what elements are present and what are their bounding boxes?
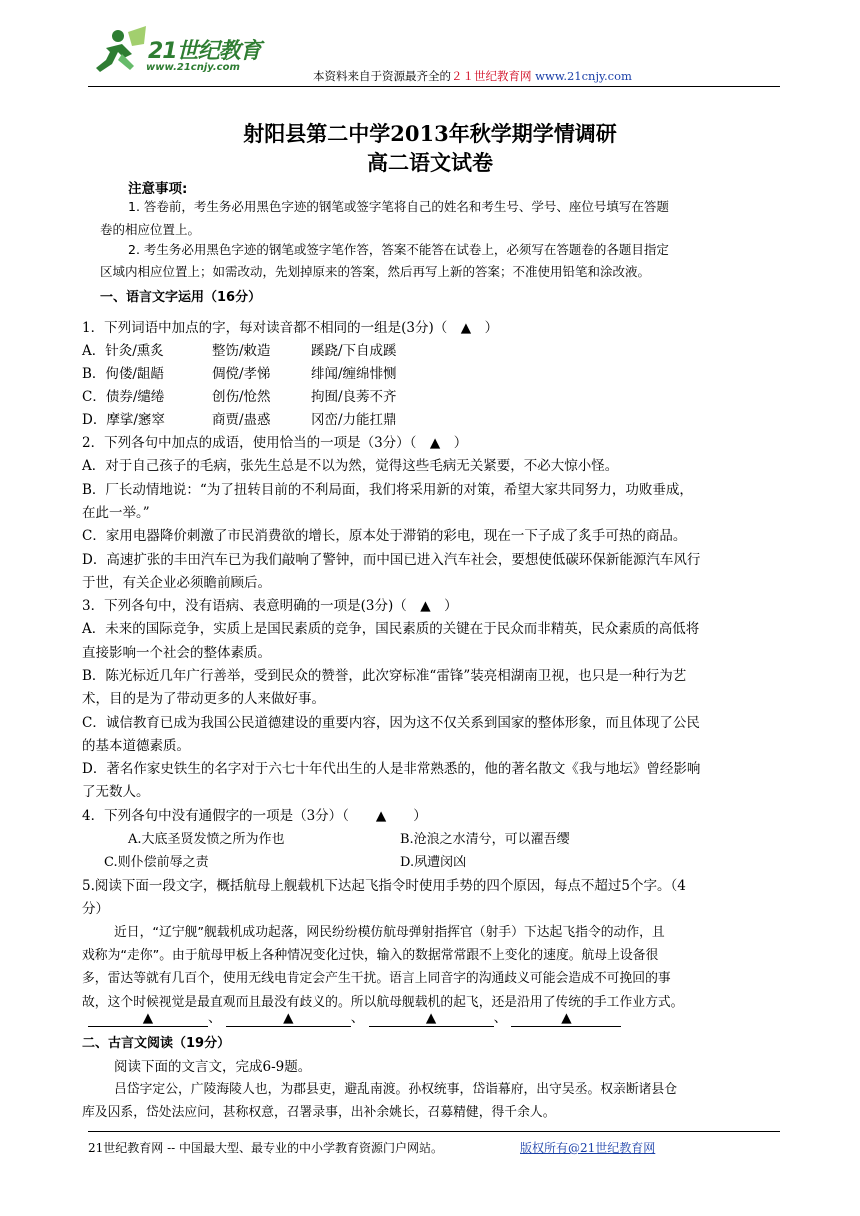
q1-option-d-1: D．摩挲/窸窣 (82, 412, 165, 428)
q2-line: 于世，有关企业必须瞻前顾后。 (82, 575, 271, 591)
answer-blank-4[interactable]: ▲ (511, 1010, 621, 1027)
section-2-heading: 二、古言文阅读（19分） (82, 1036, 231, 1051)
answer-blank-3[interactable]: ▲ (369, 1010, 494, 1027)
q1-option-b-3: 绯闻/缠绵悱恻 (311, 366, 397, 382)
q5-passage-line: 戏称为“走你”。由于航母甲板上各种情况变化过快，输入的数据常常跟不上变化的速度。航母上设备很 (82, 948, 659, 963)
source-site-link[interactable]: ２１世纪教育网 (451, 69, 532, 83)
footer-divider (88, 1131, 780, 1132)
q3-line: D．著名作家史铁生的名字对于六七十年代出生的人是非常熟悉的，他的著名散文《我与地坛》曾经影响 (82, 761, 701, 777)
q3-stem: 3．下列各句中，没有语病、表意明确的一项是(3分)（ ▲ ） (82, 598, 458, 614)
q3-line: 直接影响一个社会的整体素质。 (82, 645, 271, 661)
q3-line: 的基本道德素质。 (82, 738, 190, 754)
q1-option-d-3: 冈峦/力能扛鼎 (311, 412, 397, 428)
exam-subtitle: 高二语文试卷 (367, 150, 493, 175)
q5-stem-cont: 分） (82, 901, 109, 917)
q1-option-b-2: 倜傥/孝悌 (212, 366, 271, 382)
footer-copyright-link[interactable]: 版权所有@21世纪教育网 (520, 1141, 656, 1155)
q2-line: C．家用电器降价刺激了市民消费欲的增长，原本处于滞销的彩电，现在一下子成了炙手可热的商品。 (82, 528, 687, 544)
reading-intro: 阅读下面的文言文，完成6-9题。 (114, 1059, 312, 1075)
q1-option-c-3: 拘囿/良莠不齐 (311, 389, 397, 405)
q5-passage-line: 近日，“辽宁舰”舰载机成功起落，网民纷纷模仿航母弹射指挥官（射手）下达起飞指令的动作，且 (114, 925, 665, 940)
source-url-link[interactable]: www.21cnjy.com (535, 69, 632, 83)
logo-url: www.21cnjy.com (146, 62, 240, 73)
q1-option-d-2: 商贾/蛊惑 (212, 412, 271, 428)
exam-title: 射阳县第二中学2013年秋学期学情调研 (243, 121, 617, 146)
notice-item-2: 2. 考生务必用黑色字迹的钢笔或签字笔作答，答案不能答在试卷上，必须写在答题卷的各题目指定 (128, 242, 669, 257)
q4-stem: 4．下列各句中没有通假字的一项是（3分）（ ▲ ） (82, 808, 427, 824)
q1-option-c-2: 创伤/怆然 (212, 389, 271, 405)
source-prefix: 本资料来自于资源最齐全的 (313, 69, 451, 83)
answer-blank-2[interactable]: ▲ (226, 1010, 351, 1027)
reading-line: 库及囚系，岱处法应问，甚称权意，召署录事，出补余姚长，召募精健，得千余人。 (82, 1105, 556, 1120)
q5-stem: 5.阅读下面一段文字，概括航母上舰载机下达起飞指令时使用手势的四个原因，每点不超过5个字。（4 (82, 878, 686, 894)
reading-line: 吕岱字定公，广陵海陵人也，为郡县吏，避乱南渡。孙权统事，岱诣幕府，出守吴丞。权亲断诸县仓 (114, 1082, 678, 1097)
footer-text: 21世纪教育网 -- 中国最大型、最专业的中小学教育资源门户网站。 (88, 1141, 444, 1155)
q2-line: D．高速扩张的丰田汽车已为我们敲响了警钟，而中国已进入汽车社会，要想使低碳环保新能源汽车风行 (82, 552, 701, 568)
q2-line: A．对于自己孩子的毛病，张先生总是不以为然，觉得这些毛病无关紧要，不必大惊小怪。 (82, 458, 619, 474)
q3-line: 术，目的是为了带动更多的人来做好事。 (82, 691, 325, 707)
q2-line: B．厂长动情地说：“为了扭转目前的不利局面，我们将采用新的对策，希望大家共同努力，功败垂成， (82, 482, 693, 498)
q1-option-a-1: A．针灸/熏炙 (82, 343, 164, 359)
q1-stem: 1．下列词语中加点的字，每对读音都不相同的一组是(3分)（ ▲ ） (82, 320, 499, 336)
answer-blank-1[interactable]: ▲ (88, 1010, 208, 1027)
q4-option-a: A.大底圣贤发愤之所为作也 (128, 832, 285, 847)
q4-option-c: C.则仆偿前辱之责 (104, 855, 209, 870)
q4-option-b: B.沧浪之水清兮，可以濯吾缨 (400, 832, 570, 847)
q3-line: A．未来的国际竞争，实质上是国民素质的竞争，国民素质的关键在于民众而非精英，民众素质的高低将 (82, 621, 700, 637)
section-1-heading: 一、语言文字运用（16分） (100, 290, 262, 305)
q1-option-a-2: 整饬/敕造 (212, 343, 271, 359)
q1-option-b-1: B．佝偻/龃龉 (82, 366, 164, 382)
header-divider (88, 86, 780, 87)
q3-line: B．陈光标近几年广行善举，受到民众的赞誉，此次穿标准“雷锋”装亮相湖南卫视，也只是一种行为艺 (82, 668, 687, 684)
q2-stem: 2．下列各句中加点的成语，使用恰当的一项是（3分）（ ▲ ） (82, 435, 468, 451)
notice-item-2-cont: 区域内相应位置上；如需改动，先划掉原来的答案，然后再写上新的答案；不准使用铅笔和涂改液。 (100, 264, 651, 279)
q1-option-a-3: 蹊跷/下自成蹊 (311, 343, 397, 359)
q1-option-c-1: C．债券/缱绻 (82, 389, 165, 405)
notice-item-1: 1. 答卷前，考生务必用黑色字迹的钢笔或签字笔将自己的姓名和考生号、学号、座位号填写在答题 (128, 199, 669, 214)
notice-heading: 注意事项: (128, 181, 188, 197)
source-line (313, 68, 632, 84)
notice-item-1-cont: 卷的相应位置上。 (100, 222, 201, 237)
q5-answer-blanks: ▲ 、 ▲ 、 ▲ 、 ▲ (88, 1006, 621, 1027)
q4-option-d: D.夙遭闵凶 (400, 855, 467, 870)
q3-line: C．诚信教育已成为我国公民道德建设的重要内容，因为这不仅关系到国家的整体形象，而且体现了公民 (82, 715, 700, 731)
q5-passage-line: 故，这个时候视觉是最直观而且最没有歧义的。所以航母舰载机的起飞，还是沿用了传统的手工作业方式。 (82, 995, 684, 1010)
logo-text: 21世纪教育 (148, 39, 261, 64)
q3-line: 了无数人。 (82, 784, 150, 800)
q2-line: 在此一举。” (82, 505, 150, 521)
q5-passage-line: 多，雷达等就有几百个，使用无线电肯定会产生干扰。语言上同音字的沟通歧义可能会造成不可挽回的事 (82, 971, 671, 986)
